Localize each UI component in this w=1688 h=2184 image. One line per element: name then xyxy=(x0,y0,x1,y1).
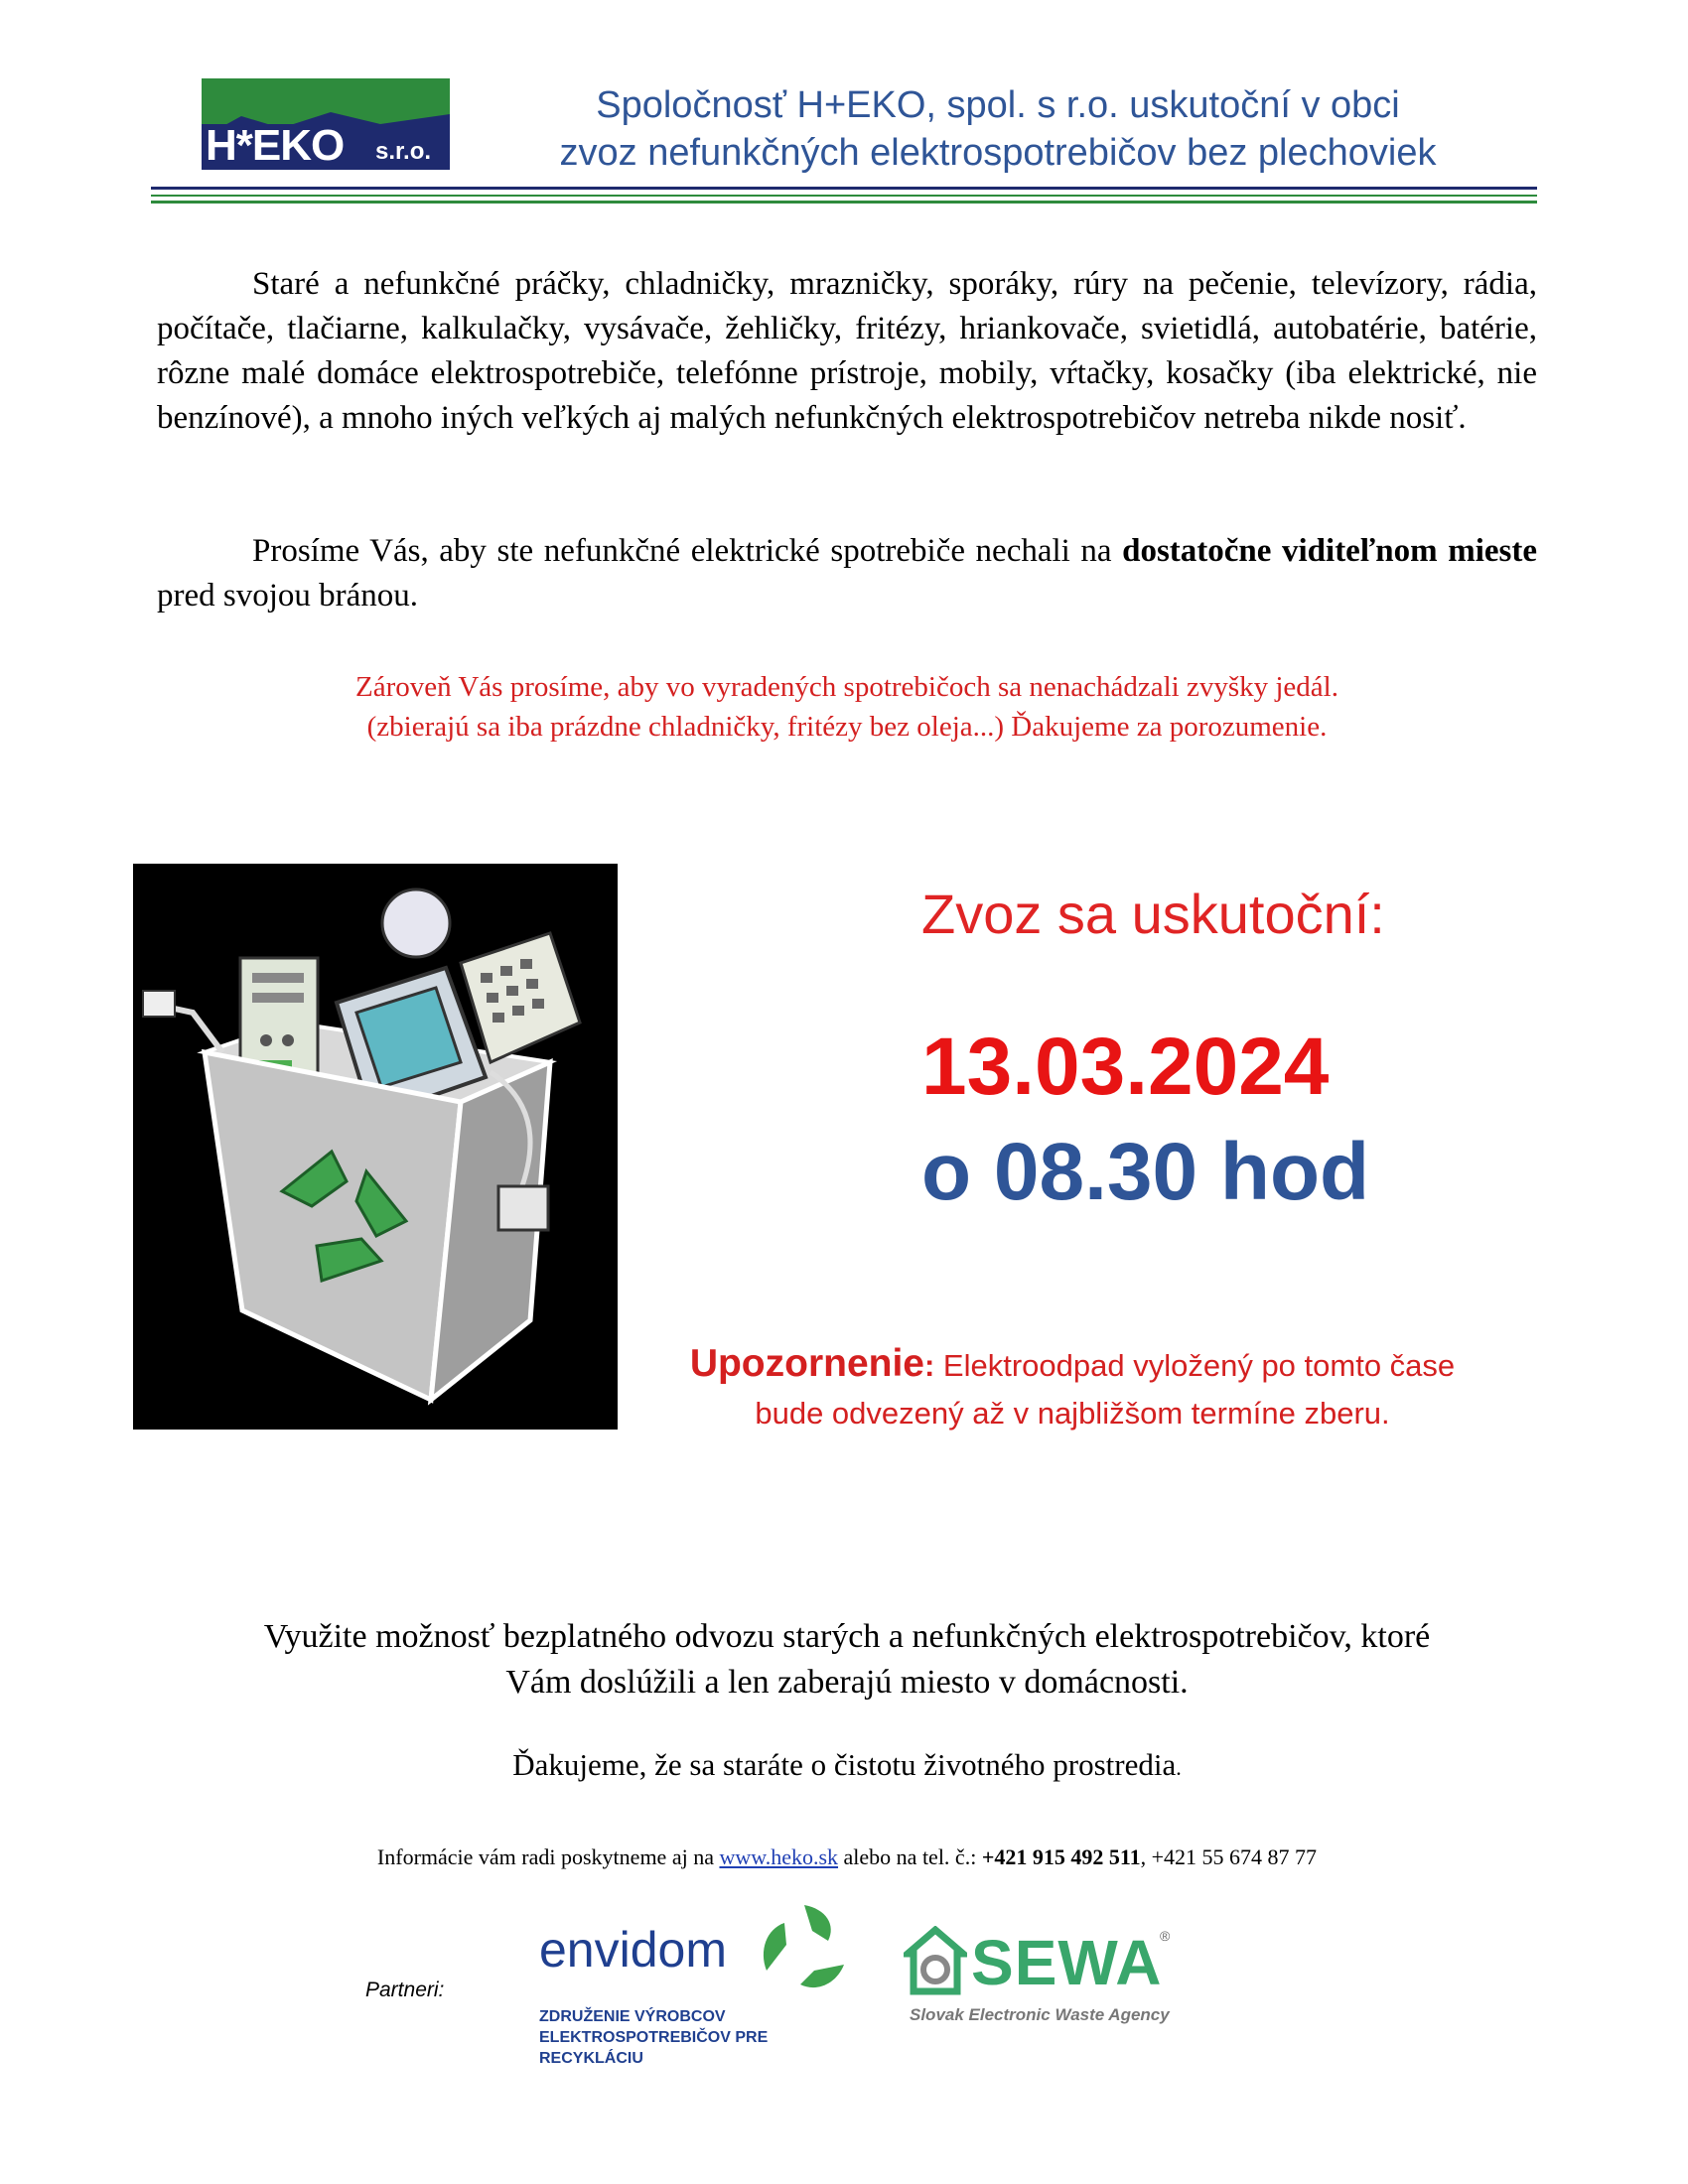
pickup-date: 13.03.2024 xyxy=(921,1022,1330,1112)
contact-info: Informácie vám radi poskytneme aj na www.heko.sk alebo na tel. č.: +421 915 492 511, +421 55 674 87 77 xyxy=(376,1844,1318,1869)
sewa-logo: SEWA ® Slovak Electronic Waste Agency xyxy=(904,1926,1182,2035)
closing-paragraph: Využite možnosť bezplatného odvozu starých a nefunkčných elektrospotrebičov, ktoré Vám doslúžili a len zaberajú miesto v domácnosti. xyxy=(263,1618,1431,1701)
page-title: Spoločnosť H+EKO, spol. s r.o. uskutoční v obci zvoz nefunkčných elektrospotrebičov bez plechoviek xyxy=(559,84,1437,174)
food-remains-note: Zároveň Vás prosíme, aby vo vyradených spotrebičoch sa nenachádzali zvyšky jedál. (zbierajú sa iba prázdne chladničky, fritézy bez oleja...) Ďakujeme za porozumenie. xyxy=(355,671,1338,743)
header-rule-navy xyxy=(151,187,1537,190)
pickup-label: Zvoz sa uskutoční: xyxy=(921,883,1385,945)
appliance-list-paragraph: Staré a nefunkčné práčky, chladničky, mrazničky, sporáky, rúry na pečenie, televízory, rádia, počítače, tlačiarne, kalkulačky, vysávače, žehličky, fritézy, hriankovače, svietidlá, autobatérie, batérie, rôzne malé domáce elektrospotrebiče, telefónne prístroje, mobily, vŕtačky, kosačky (iba elektrické, nie benzínové), a mnoho iných veľkých aj malých nefunkčných elektrospotrebičov netreba nikde nosiť. xyxy=(157,266,1537,436)
partners-label: Partneri: xyxy=(365,1979,445,2001)
pickup-time: o 08.30 hod xyxy=(921,1127,1370,1217)
late-disposal-warning: Upozornenie: Elektroodpad vyložený po tomto čase bude odvezený až v najbližšom termíne zberu. xyxy=(689,1342,1456,1431)
recycle-leaf-icon xyxy=(757,1901,852,1996)
placement-paragraph: Prosíme Vás, aby ste nefunkčné elektrické spotrebiče nechali na dostatočne viditeľnom mieste pred svojou bránou. xyxy=(157,533,1537,614)
heko-logo: H*EKO s.r.o. xyxy=(202,78,450,170)
envidom-logo: envidom ZDRUŽENIE VÝROBCOV ELEKTROSPOTREBIČOV PRE RECYKLÁCIU xyxy=(536,1901,864,2050)
phone-primary: +421 915 492 511 xyxy=(981,1844,1141,1869)
header-rule-green xyxy=(151,195,1537,197)
header-rule-green-2 xyxy=(151,201,1537,204)
website-link[interactable]: www.heko.sk xyxy=(719,1844,839,1869)
recycling-bin-illustration xyxy=(133,864,618,1430)
warning-label: Upozornenie xyxy=(689,1342,924,1385)
house-recycle-icon xyxy=(904,1926,967,1997)
thanks-line: Ďakujeme, že sa staráte o čistotu životného prostredia. xyxy=(512,1747,1182,1782)
